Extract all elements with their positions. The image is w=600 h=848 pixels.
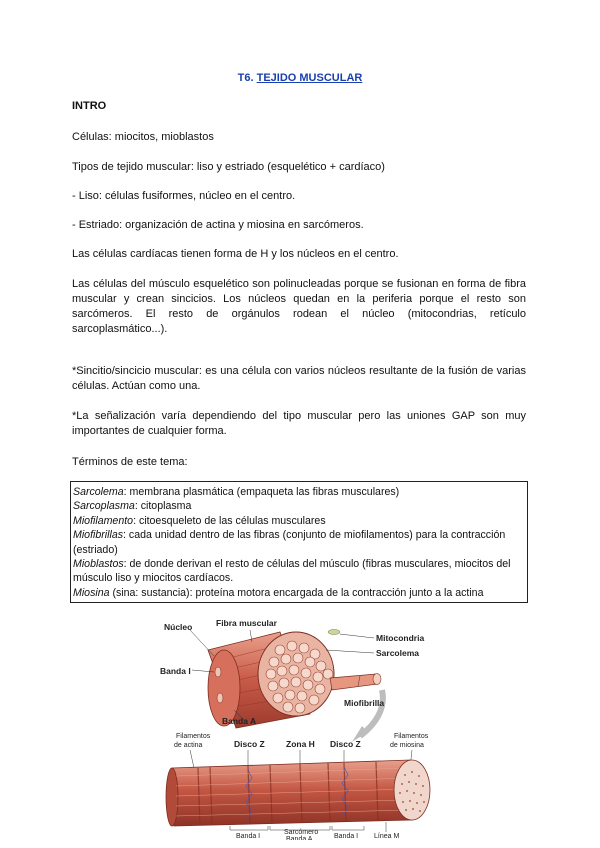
term-row: Miofibrillas: cada unidad dentro de las fibras (conjunto de miofilamentos) para la contracción (estriado) [73,529,506,556]
label-banda-i-bottom-2: Banda I [334,833,359,840]
label-mitocondria: Mitocondria [376,633,425,643]
paragraph-cells: Células: miocitos, mioblastos [72,131,214,143]
label-banda-a-top: Banda A [222,716,257,726]
label-nucleo: Núcleo [164,622,193,632]
label-banda-a-bottom: Banda A [286,836,313,840]
intro-heading: INTRO [72,100,107,112]
paragraph-smooth: - Liso: células fusiformes, núcleo en el centro. [72,190,296,202]
label-disco-z-2: Disco Z [330,739,361,749]
label-linea-m: Línea M [374,833,400,840]
term-row: Miosina (sina: sustancia): proteína motora encargada de la contracción junto a la actina [73,586,484,599]
paragraph-syncytium: *Sincitio/sincicio muscular: es una célula con varios núcleos resultante de la fusión de varias células. Actúan como una. [72,365,526,392]
label-zona-h: Zona H [286,739,315,749]
label-banda-i-bottom-1: Banda I [236,833,261,840]
label-filamentos-actina-2: de actina [174,742,203,749]
label-filamentos-miosina-2: de miosina [390,742,424,749]
label-banda-i-top: Banda I [160,666,191,676]
page-title [0,72,600,84]
paragraph-skeletal: Las células del músculo esquelético son polinucleadas porque se fusionan en forma de fibra muscular y crean sincicios. Los núcleos quedan en la periferia porque el resto son sarcómeros. El resto de orgánulos rodean el núcleo (mitocondrias, retículo sarcoplasmático...). [72,278,526,335]
myofibril-illustration [166,760,430,826]
label-fibra-muscular: Fibra muscular [216,618,277,628]
paragraph-types: Tipos de tejido muscular: liso y estriado (esquelético + cardíaco) [72,161,385,173]
paragraph-terms-intro: Términos de este tema: [72,456,188,468]
title-main[interactable]: TEJIDO MUSCULAR [256,72,363,84]
label-miofibrilla: Miofibrilla [344,698,385,708]
term-row: Sarcolema: membrana plasmática (empaqueta las fibras musculares) [73,486,400,498]
term-row: Mioblastos: de donde derivan el resto de células del músculo (fibras musculares, miocitos del músculo liso y miocitos cardíacos. [73,558,511,585]
muscle-figure [150,610,450,840]
paragraph-signaling: *La señalización varía dependiendo del tipo muscular pero las uniones GAP son muy importantes de cualquier forma. [72,410,526,437]
label-disco-z-1: Disco Z [234,739,265,749]
paragraph-cardiac: Las células cardíacas tienen forma de H y los núcleos en el centro. [72,248,399,260]
terms-box [70,481,528,603]
label-filamentos-actina-1: Filamentos [176,733,211,740]
paragraph-striated: - Estriado: organización de actina y miosina en sarcómeros. [72,219,364,231]
label-sarcomero: Sarcómero [284,829,319,836]
title-prefix: T6. [237,72,257,84]
term-row: Miofilamento: citoesqueleto de las células musculares [73,514,326,527]
muscle-fiber-illustration [208,630,381,729]
label-filamentos-miosina-1: Filamentos [394,733,429,740]
label-sarcolema: Sarcolema [376,648,419,658]
term-row: Sarcoplasma: citoplasma [73,500,192,513]
